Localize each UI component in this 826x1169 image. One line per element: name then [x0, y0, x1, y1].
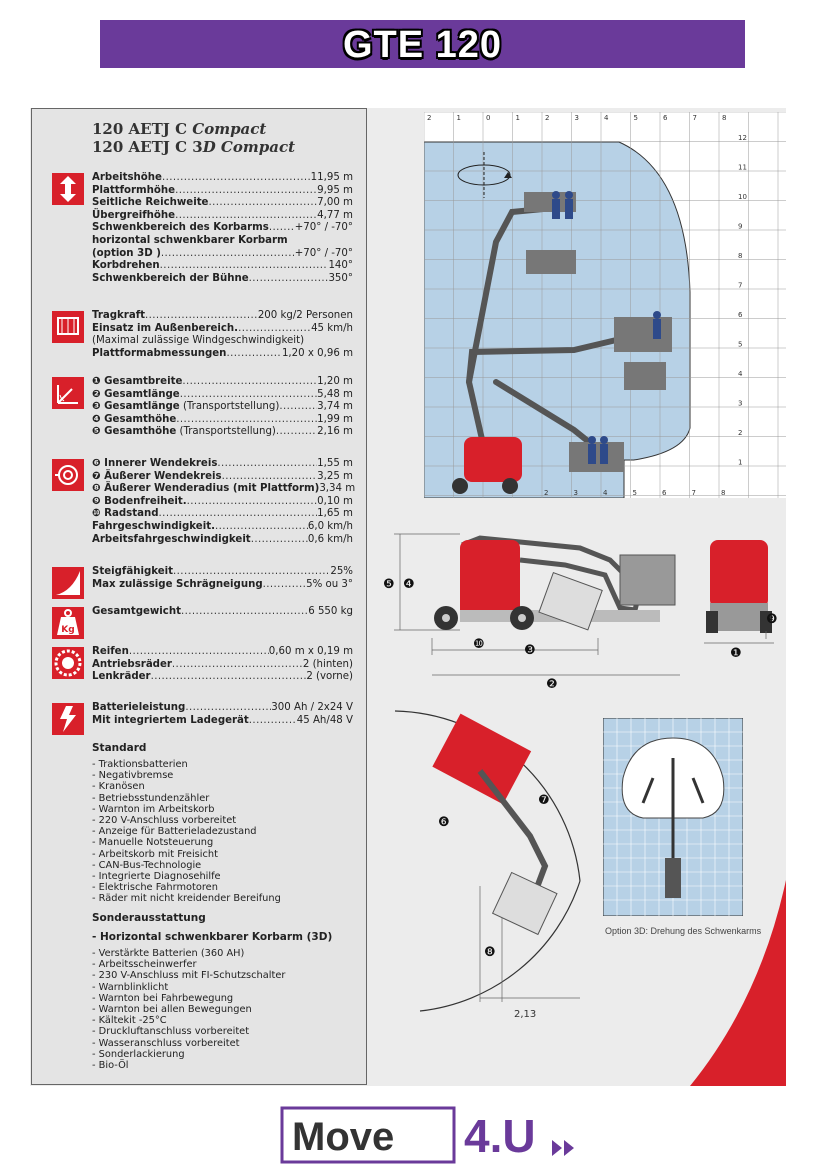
list-item: - Bio-Öl	[92, 1060, 129, 1071]
list-item: - Betriebsstundenzähler	[92, 792, 210, 804]
spec-row	[92, 521, 353, 534]
slope-icon	[52, 567, 84, 599]
axis-tick-label: 5	[633, 114, 638, 122]
spec-row	[92, 401, 353, 414]
list-item: - Sonderlackierung	[92, 1048, 185, 1060]
spec-row	[92, 235, 353, 248]
spec-label: Seitliche Reichweite	[92, 197, 209, 209]
height-tick-label: 1	[738, 458, 743, 467]
spec-row	[92, 335, 353, 348]
working-range-diagram	[424, 112, 786, 498]
spec-row	[92, 534, 353, 547]
spec-label: (option 3D )	[92, 247, 161, 259]
spec-value: 3,74 m	[317, 401, 353, 413]
height-tick-label: 3	[738, 399, 743, 408]
spec-row	[92, 458, 353, 471]
list-item: - Anzeige für Batterieladezustand	[92, 826, 257, 838]
spec-value: +70° / -70°	[294, 247, 353, 259]
list-item: - Warnblinklicht	[92, 981, 169, 993]
callout-6: ❻	[438, 815, 450, 830]
axis-tick-label: 4	[603, 489, 608, 497]
spec-row	[92, 496, 353, 509]
spec-label: Arbeitsfahrgeschwindigkeit	[92, 533, 251, 545]
extras-subheading: - Horizontal schwenkbarer Korbarm (3D)	[92, 931, 333, 943]
spec-value: 0,6 km/h	[307, 533, 353, 545]
callout-10: ❿	[473, 637, 485, 652]
list-item: - 230 V-Anschluss mit FI-Schutzschalter	[92, 970, 286, 982]
spec-value: 9,95 m	[317, 184, 353, 196]
axis-tick-label: 6	[662, 489, 667, 497]
height-tick-label: 7	[738, 281, 743, 290]
list-item: - Warnton bei Fahrbewegung	[92, 992, 234, 1004]
height-arrows-icon	[52, 173, 84, 205]
spec-row	[92, 508, 353, 521]
spec-label: ❼ Äußerer Wendekreis	[92, 470, 222, 482]
spec-label: Plattformhöhe	[92, 184, 176, 196]
red-corner-decoration	[690, 880, 786, 1086]
spec-label: ❺ Gesamthöhe (Transportstellung)	[92, 426, 276, 438]
spec-label: Max zulässige Schrägneigung	[92, 578, 263, 590]
list-item: - Arbeitskorb mit Freisicht	[92, 848, 218, 860]
list-item: - Warnton im Arbeitskorb	[92, 803, 215, 815]
spec-row	[92, 389, 353, 402]
tyre-icon	[52, 647, 84, 679]
spec-row	[92, 273, 353, 286]
spec-row	[92, 566, 353, 579]
spec-value: 1,65 m	[317, 508, 353, 520]
spec-label: horizontal schwenkbarer Korbarm	[92, 235, 288, 246]
weight-kg-icon	[52, 607, 84, 639]
list-item: - Negativbremse	[92, 770, 174, 782]
spec-label: Plattformabmessungen	[92, 347, 227, 359]
spec-label: Batterieleistung	[92, 702, 186, 713]
spec-value: 25%	[330, 566, 353, 577]
battery-lightning-icon	[52, 703, 84, 735]
spec-value: 3,25 m	[317, 470, 353, 482]
height-tick-label: 8	[738, 252, 743, 260]
turning-circle-diagram	[380, 706, 590, 1036]
spec-value: 2,16 m	[317, 426, 353, 438]
spec-value: 1,99 m	[317, 413, 353, 425]
axis-tick-label: 1	[456, 114, 461, 122]
axis-tick-label: 8	[722, 114, 727, 122]
spec-row	[92, 471, 353, 484]
list-item: - Arbeitsscheinwerfer	[92, 959, 197, 971]
list-item: - 220 V-Anschluss vorbereitet	[92, 815, 237, 826]
spec-value: 6,0 km/h	[307, 521, 353, 532]
spec-row	[92, 348, 353, 361]
spec-label: Fahrgeschwindigkeit.	[92, 521, 215, 532]
axis-tick-label: 0	[486, 114, 491, 122]
callout-2: ❷	[546, 677, 558, 690]
spec-row	[92, 222, 353, 235]
spec-value: 350°	[328, 272, 353, 284]
list-item: - Integrierte Diagnosehilfe	[92, 871, 221, 882]
spec-label: ❸ Gesamtlänge (Transportstellung)	[92, 401, 280, 413]
svg-text:Kg: Kg	[61, 625, 75, 635]
list-item: - Verstärkte Batterien (360 AH)	[92, 948, 245, 959]
spec-row	[92, 260, 353, 273]
spec-label: Schwenkbereich der Bühne	[92, 272, 249, 284]
spec-value: 0,60 m x 0,19 m	[268, 646, 353, 657]
spec-row	[92, 310, 353, 323]
spec-row	[92, 606, 353, 619]
spec-row	[92, 414, 353, 427]
spec-label: Tragkraft	[92, 310, 145, 321]
height-tick-label: 12	[738, 134, 747, 142]
axis-tick-label: 3	[574, 114, 579, 122]
spec-row	[92, 702, 353, 715]
callout-8: ❽	[484, 945, 496, 960]
spec-label: ❾ Bodenfreiheit.	[92, 495, 187, 507]
page-title: GTE 120	[342, 24, 503, 66]
spec-label: Reifen	[92, 646, 129, 657]
spec-label: Korbdrehen	[92, 260, 160, 272]
width-dimension: 2,13	[514, 1009, 537, 1020]
model-name-1: 120 AETJ C Compact	[92, 120, 267, 138]
spec-value: 140°	[328, 260, 353, 272]
svg-text:4.U: 4.U	[464, 1110, 536, 1162]
callout-9: ❾	[766, 612, 778, 627]
spec-label: Arbeitshöhe	[92, 172, 162, 183]
spec-row	[92, 172, 353, 185]
spec-label: Übergreifhöhe	[92, 209, 176, 221]
rear-view-diagram	[700, 535, 790, 660]
list-item: - Kranösen	[92, 781, 145, 793]
list-item: - CAN-Bus-Technologie	[92, 859, 202, 871]
callout-7: ❼	[538, 793, 550, 808]
spec-value: +70° / -70°	[294, 222, 353, 234]
spec-row	[92, 323, 353, 336]
spec-label: ❽ Äußerer Wenderadius (mit Plattform)	[92, 483, 320, 495]
title-banner	[100, 20, 745, 68]
spec-value: 1,55 m	[317, 458, 353, 469]
move4u-logo	[280, 1104, 580, 1166]
extras-heading: Sonderausstattung	[92, 912, 206, 924]
list-item: - Wasseranschluss vorbereitet	[92, 1037, 240, 1049]
height-tick-label: 4	[738, 370, 743, 378]
dimensions-icon	[52, 377, 84, 409]
standard-heading: Standard	[92, 742, 147, 754]
spec-value: 3,34 m	[319, 483, 356, 495]
spec-row	[92, 426, 353, 439]
spec-row	[92, 185, 353, 198]
axis-tick-label: 8	[721, 489, 726, 497]
spec-label: Antriebsräder	[92, 658, 172, 670]
option-3d-caption: Option 3D: Drehung des Schwenkarms	[605, 926, 762, 936]
callout-3: ❸	[524, 643, 536, 658]
callout-5: ❺	[383, 577, 395, 592]
spec-label: Schwenkbereich des Korbarms	[92, 222, 269, 234]
height-tick-label: 2	[738, 429, 743, 437]
spec-row	[92, 197, 353, 210]
spec-row	[92, 659, 353, 672]
model-name-2: 120 AETJ C 3D Compact	[92, 138, 296, 156]
spec-row	[92, 483, 356, 496]
axis-tick-label: 2	[545, 114, 550, 122]
spec-label: Steigfähigkeit	[92, 566, 174, 577]
axis-tick-label: 2	[427, 114, 432, 122]
height-tick-label: 5	[738, 340, 743, 349]
spec-row	[92, 579, 353, 592]
spec-value: 6 550 kg	[308, 606, 353, 617]
spec-value: 1,20 m	[317, 376, 353, 387]
callout-4: ❹	[403, 577, 415, 592]
spec-label: Lenkräder	[92, 671, 151, 683]
axis-tick-label: 7	[691, 489, 696, 497]
axis-tick-label: 5	[632, 489, 637, 497]
spec-label: (Maximal zulässige Windgeschwindigkeit)	[92, 335, 305, 347]
height-tick-label: 9	[738, 222, 743, 231]
list-item: - Druckluftanschluss vorbereitet	[92, 1026, 250, 1038]
axis-tick-label: 7	[692, 114, 697, 122]
spec-label: Einsatz im Außenbereich.	[92, 322, 239, 334]
spec-label: ❿ Radstand	[92, 508, 159, 520]
side-view-diagram	[380, 530, 680, 690]
spec-value: 5% ou 3°	[306, 578, 353, 590]
spec-value: 2 (vorne)	[306, 671, 353, 683]
spec-value: 5,48 m	[317, 388, 353, 400]
height-tick-label: 10	[738, 193, 747, 201]
axis-tick-label: 1	[515, 114, 520, 122]
list-item: - Elektrische Fahrmotoren	[92, 882, 218, 894]
spec-value: 45 Ah/48 V	[296, 714, 353, 726]
spec-value: 7,00 m	[317, 197, 353, 209]
axis-tick-label: 4	[604, 114, 609, 122]
callout-1: ❶	[730, 646, 742, 660]
list-item: - Traktionsbatterien	[92, 759, 188, 770]
height-tick-label: 11	[738, 163, 747, 172]
axis-tick-label: 2	[544, 489, 549, 497]
list-item: - Kältekit -25°C	[92, 1015, 167, 1027]
height-tick-label: 6	[738, 311, 743, 319]
spec-row	[92, 376, 353, 389]
spec-value: 4,77 m	[317, 209, 353, 221]
turning-circle-icon	[52, 459, 84, 491]
spec-label: Mit integriertem Ladegerät	[92, 714, 249, 726]
spec-row	[92, 671, 353, 684]
load-capacity-icon	[52, 311, 84, 343]
spec-value: 0,10 m	[317, 495, 353, 507]
list-item: - Warnton bei allen Bewegungen	[92, 1004, 252, 1015]
spec-row	[92, 646, 353, 659]
spec-label: ❹ Gesamthöhe	[92, 413, 177, 425]
spec-label: ❶ Gesamtbreite	[92, 376, 183, 387]
list-item: - Manuelle Notsteuerung	[92, 837, 214, 849]
spec-label: ❷ Gesamtlänge	[92, 388, 180, 400]
svg-text:Move: Move	[292, 1115, 395, 1159]
spec-value: 300 Ah / 2x24 V	[271, 702, 353, 713]
spec-value: 11,95 m	[310, 172, 353, 183]
spec-row	[92, 715, 353, 728]
list-item: - Räder mit nicht kreidender Bereifung	[92, 893, 281, 905]
spec-value: 1,20 x 0,96 m	[281, 347, 353, 359]
spec-value: 2 (hinten)	[302, 658, 353, 670]
spec-label: ❻ Innerer Wendekreis	[92, 458, 218, 469]
axis-tick-label: 3	[573, 489, 578, 497]
spec-label: Gesamtgewicht	[92, 606, 181, 617]
spec-row	[92, 248, 353, 261]
axis-tick-label: 6	[663, 114, 668, 122]
spec-value: 45 km/h	[311, 322, 353, 334]
spec-row	[92, 210, 353, 223]
spec-value: 200 kg/2 Personen	[257, 310, 353, 321]
